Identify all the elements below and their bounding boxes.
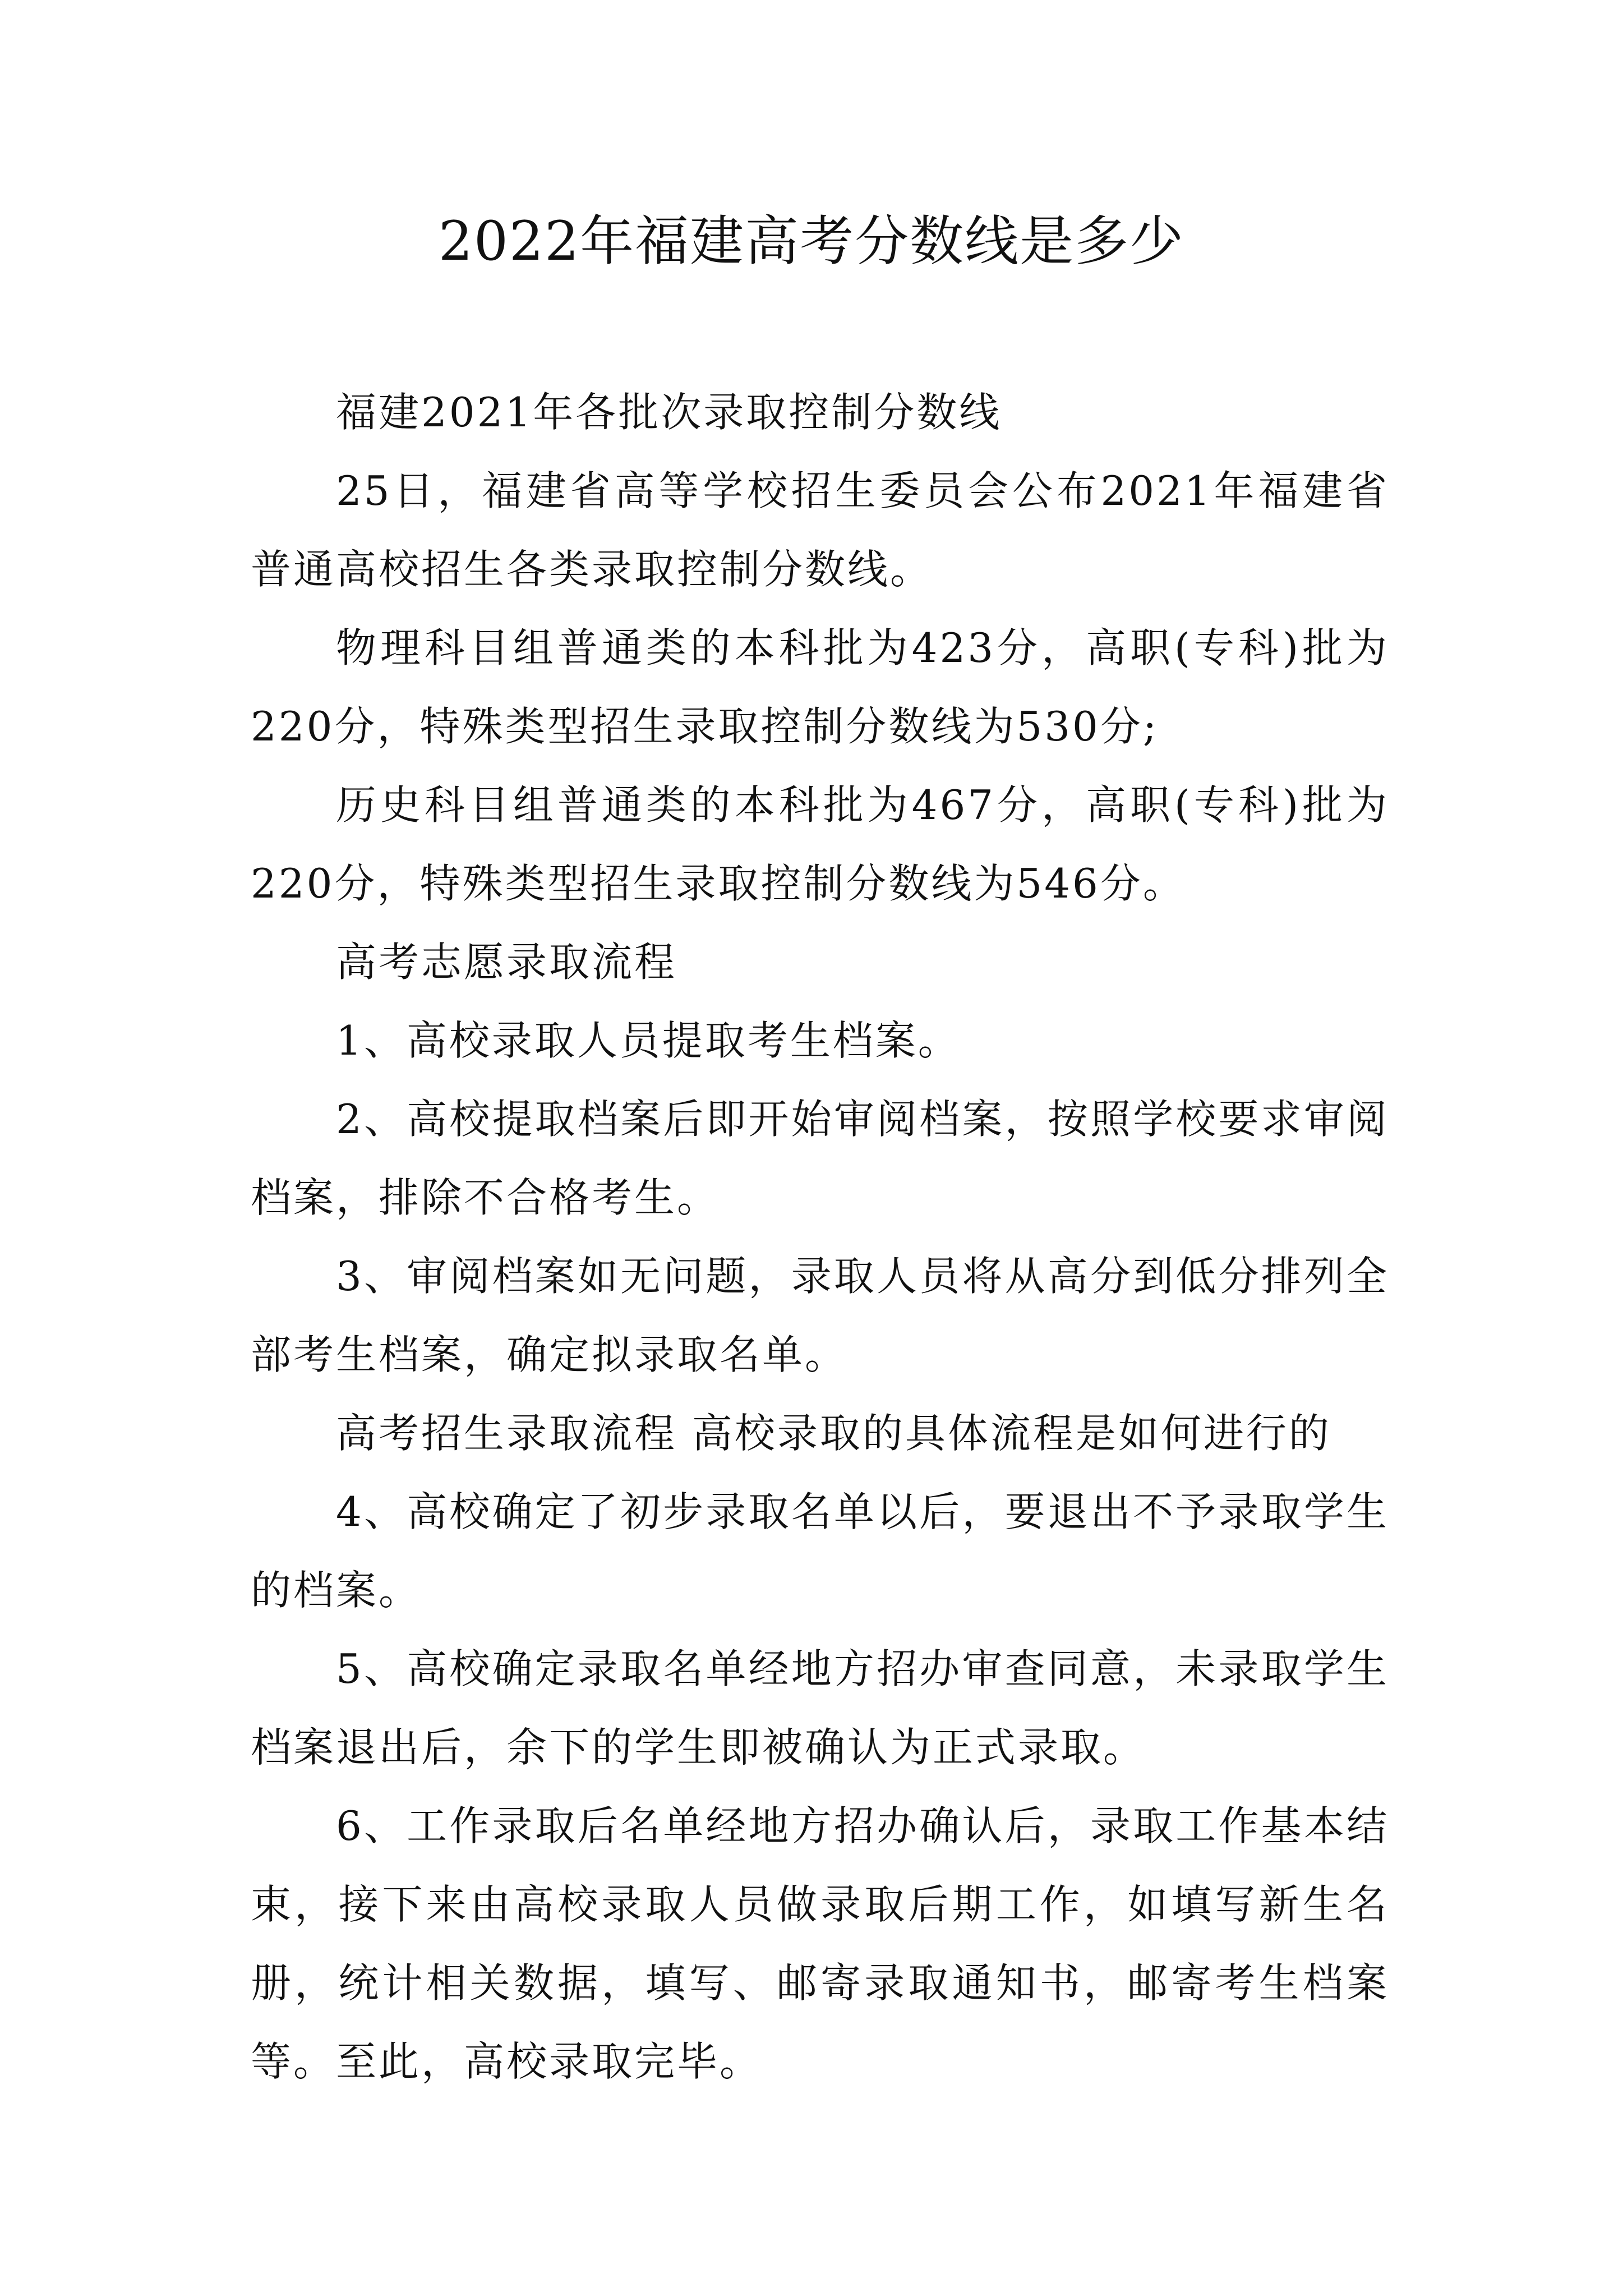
document-body: [251, 373, 1389, 2101]
paragraph-step-3: 3、审阅档案如无问题，录取人员将从高分到低分排列全部考生档案，确定拟录取名单。: [251, 1253, 1389, 1378]
paragraph-announcement: 25日，福建省高等学校招生委员会公布2021年福建省普通高校招生各类录取控制分数线。: [251, 467, 1389, 593]
paragraph-admission-process-heading: 高考志愿录取流程: [336, 938, 677, 986]
paragraph-step-5: 5、高校确定录取名单经地方招办审查同意，未录取学生档案退出后，余下的学生即被确认为正式录取。: [251, 1645, 1389, 1771]
paragraph-step-1: 1、高校录取人员提取考生档案。: [336, 1017, 961, 1064]
document-title: 2022年福建高考分数线是多少: [438, 210, 1185, 273]
paragraph-step-4: 4、高校确定了初步录取名单以后，要退出不予录取学生的档案。: [251, 1488, 1389, 1614]
paragraph-physics-scores: 物理科目组普通类的本科批为423分，高职(专科)批为220分，特殊类型招生录取控制分数线为530分;: [251, 624, 1389, 750]
paragraph-score-lines-heading: 福建2021年各批次录取控制分数线: [336, 389, 1002, 436]
paragraph-step-2: 2、高校提取档案后即开始审阅档案，按照学校要求审阅档案，排除不合格考生。: [251, 1096, 1389, 1221]
paragraph-process-subheading: 高考招生录取流程 高校录取的具体流程是如何进行的: [336, 1410, 1331, 1457]
paragraph-history-scores: 历史科目组普通类的本科批为467分，高职(专科)批为220分，特殊类型招生录取控制分数线为546分。: [251, 781, 1389, 907]
paragraph-step-6: 6、工作录取后名单经地方招办确认后，录取工作基本结束，接下来由高校录取人员做录取后期工作，如填写新生名册，统计相关数据，填写、邮寄录取通知书，邮寄考生档案等。至此，高校录取完毕。: [251, 1802, 1389, 2085]
